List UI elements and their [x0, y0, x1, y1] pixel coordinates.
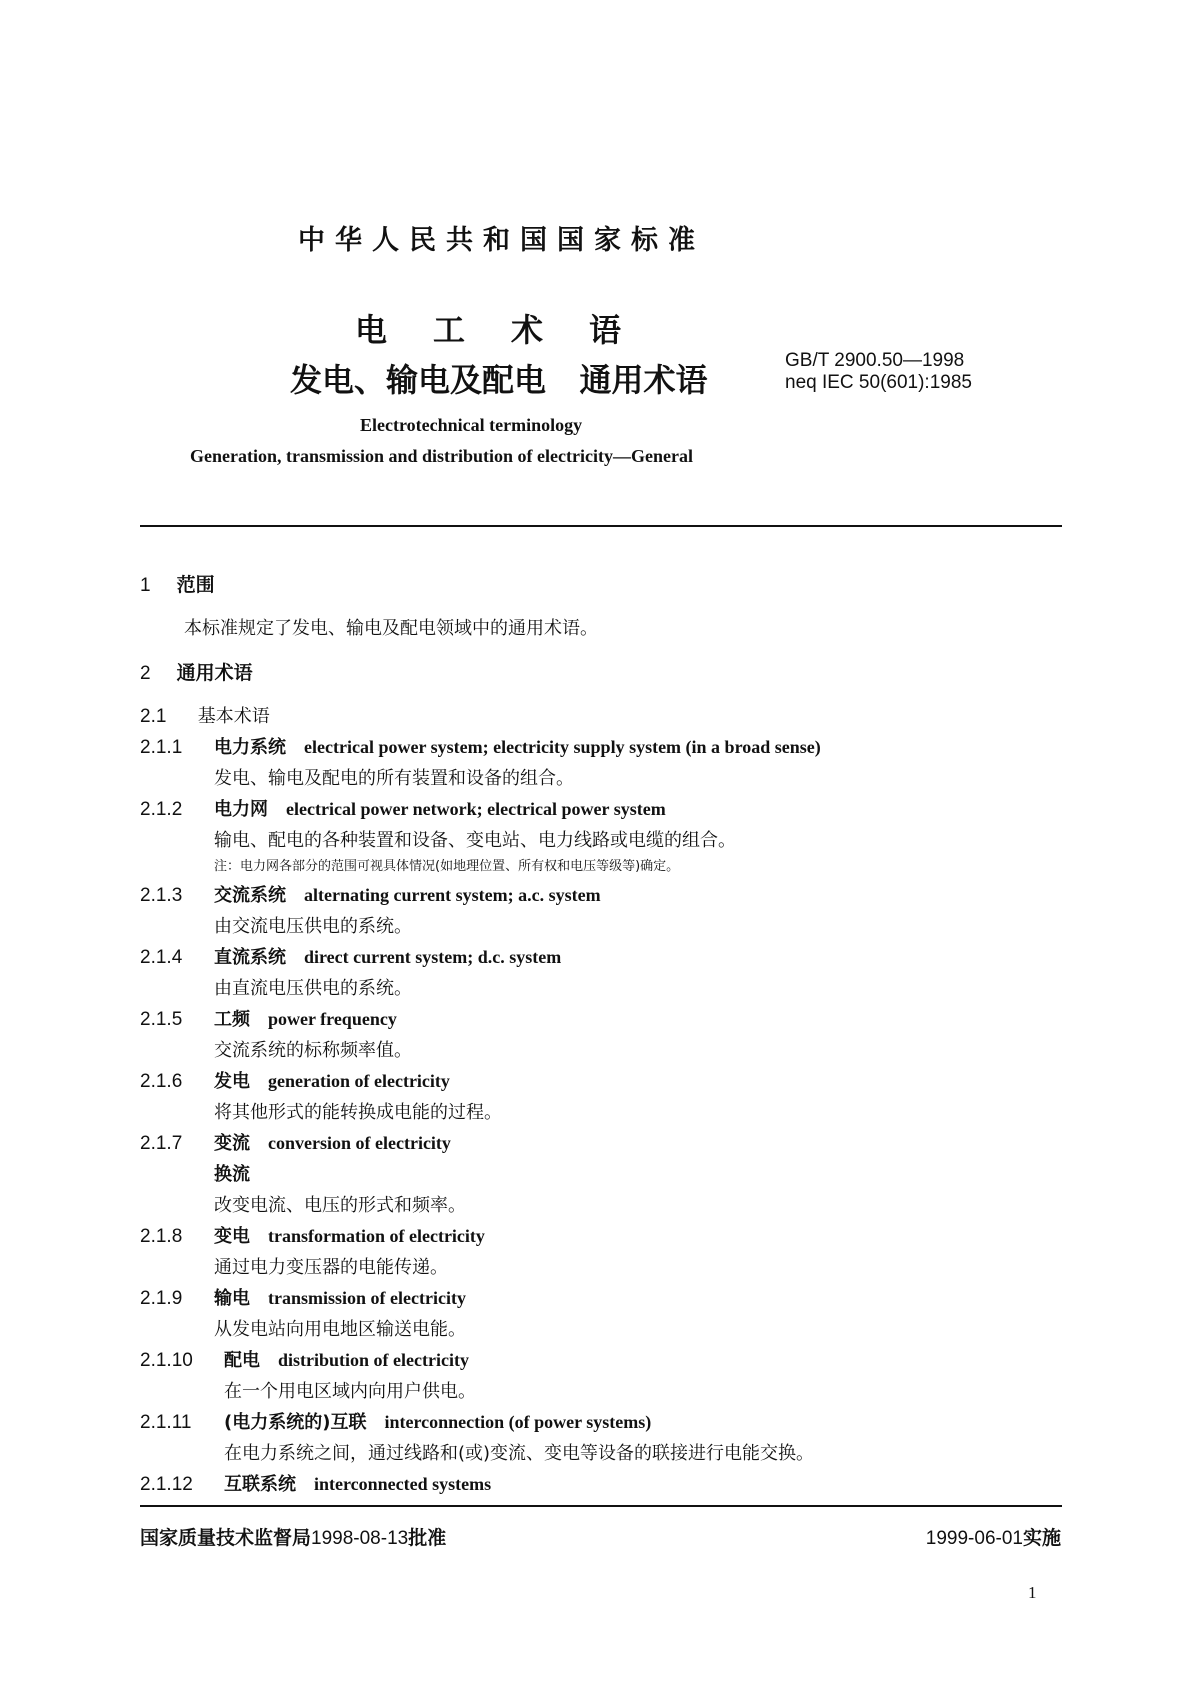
- standard-equivalence: neq IEC 50(601):1985: [785, 372, 972, 393]
- section-paragraph: 本标准规定了发电、输电及配电领域中的通用术语。: [184, 618, 598, 639]
- term-zh: 直流系统: [214, 947, 286, 968]
- subsection-number: 2.1: [140, 706, 167, 727]
- term-number: 2.1.11: [140, 1412, 192, 1433]
- term-number: 2.1.10: [140, 1350, 193, 1371]
- national-standard-heading: 中华人民共和国国家标准: [298, 225, 705, 256]
- term-definition: 将其他形式的能转换成电能的过程。: [214, 1102, 502, 1123]
- term-header: [140, 1004, 1060, 1035]
- term-number: 2.1.3: [140, 885, 183, 906]
- term-note: 注：电力网各部分的范围可视具体情况(如地理位置、所有权和电压等级等)确定。: [214, 859, 680, 874]
- term-zh: 发电: [214, 1071, 250, 1092]
- section-heading: [140, 570, 1060, 614]
- term-entry: [140, 732, 1060, 794]
- term-en: interconnected systems: [314, 1474, 492, 1494]
- header-divider: [140, 525, 1062, 527]
- subtitle-zh: [290, 355, 707, 401]
- term-en: electrical power system; electricity supply system (in a broad sense): [304, 737, 821, 757]
- term-header: [140, 732, 1060, 763]
- term-header: [140, 1469, 1060, 1500]
- term-en: direct current system; d.c. system: [304, 947, 562, 967]
- section-heading: [140, 658, 1060, 702]
- title-char: 电: [355, 311, 388, 349]
- main-content: [140, 570, 1060, 1500]
- term-en: distribution of electricity: [278, 1350, 469, 1370]
- term-zh: 工频: [214, 1009, 250, 1030]
- standard-number-block: [785, 350, 972, 394]
- term-definition: 在一个用电区域内向用户供电。: [224, 1381, 476, 1402]
- term-number: 2.1.2: [140, 799, 183, 820]
- term-definition: 发电、输电及配电的所有装置和设备的组合。: [214, 768, 574, 789]
- term-definition: 由交流电压供电的系统。: [214, 916, 412, 937]
- term-header: [140, 1283, 1060, 1314]
- subtitle-part-2: 通用术语: [579, 361, 708, 399]
- term-number: 2.1.7: [140, 1133, 183, 1154]
- term-entry: [140, 1469, 1060, 1500]
- term-definition: 输电、配电的各种装置和设备、变电站、电力线路或电缆的组合。: [214, 830, 736, 851]
- term-zh: 配电: [224, 1350, 260, 1371]
- term-definition: 从发电站向用电地区输送电能。: [214, 1319, 466, 1340]
- term-en: conversion of electricity: [268, 1133, 451, 1153]
- term-zh: 电力网: [214, 799, 268, 820]
- term-zh: 互联系统: [224, 1474, 296, 1495]
- term-header: [140, 794, 1060, 825]
- title-char: 工: [433, 311, 466, 349]
- term-zh: 输电: [214, 1288, 250, 1309]
- term-header: [140, 942, 1060, 973]
- term-zh: 变流: [214, 1133, 250, 1154]
- effective-date: 1999-06-01: [925, 1528, 1023, 1549]
- term-definition: 交流系统的标称频率值。: [214, 1040, 412, 1061]
- subsection-title: 基本术语: [197, 706, 270, 727]
- section-number: 1: [140, 575, 151, 596]
- term-number: 2.1.6: [140, 1071, 183, 1092]
- term-synonym-line: [140, 1159, 1060, 1190]
- term-header: [140, 880, 1060, 911]
- term-en: transmission of electricity: [268, 1288, 466, 1308]
- term-header: [140, 1128, 1060, 1159]
- term-header: [140, 1345, 1060, 1376]
- term-en: interconnection (of power systems): [384, 1412, 652, 1432]
- term-number: 2.1.4: [140, 947, 183, 968]
- title-char: 术: [511, 311, 544, 349]
- term-en: generation of electricity: [268, 1071, 450, 1091]
- term-entry: [140, 1221, 1060, 1283]
- term-entry: [140, 1283, 1060, 1345]
- term-zh: 变电: [214, 1226, 250, 1247]
- term-zh: 交流系统: [214, 885, 286, 906]
- term-number: 2.1.1: [140, 737, 183, 758]
- page-number: 1: [1028, 1583, 1037, 1602]
- term-number: 2.1.8: [140, 1226, 183, 1247]
- subtitle-part-1: 发电、输电及配电: [290, 361, 547, 399]
- effective-line: [926, 1523, 1061, 1550]
- term-entry: [140, 1128, 1060, 1221]
- term-entry: [140, 1407, 1060, 1469]
- term-entry: [140, 794, 1060, 880]
- term-definition: 由直流电压供电的系统。: [214, 978, 412, 999]
- approval-date: 1998-08-13: [311, 1528, 409, 1549]
- term-header: [140, 1221, 1060, 1252]
- standard-number: GB/T 2900.50—1998: [785, 350, 965, 371]
- term-en: transformation of electricity: [268, 1226, 485, 1246]
- section-title: 通用术语: [176, 662, 253, 684]
- title-en-line-2: Generation, transmission and distribution of electricity—General: [190, 446, 693, 466]
- term-en: alternating current system; a.c. system: [304, 885, 601, 905]
- term-definition: 改变电流、电压的形式和频率。: [214, 1195, 466, 1216]
- term-definition: 在电力系统之间，通过线路和(或)变流、变电等设备的联接进行电能交换。: [224, 1443, 815, 1464]
- term-entry: [140, 1345, 1060, 1407]
- section-title: 范围: [176, 574, 215, 596]
- term-number: 2.1.12: [140, 1474, 193, 1495]
- approval-label: 批准: [408, 1527, 447, 1549]
- approval-line: [140, 1523, 446, 1550]
- term-en: power frequency: [268, 1009, 397, 1029]
- footer-divider: [140, 1505, 1062, 1507]
- term-entry: [140, 942, 1060, 1004]
- term-synonym: 换流: [214, 1164, 250, 1185]
- term-zh: (电力系统的)互联: [224, 1412, 367, 1433]
- term-entry: [140, 1004, 1060, 1066]
- term-en: electrical power network; electrical power system: [286, 799, 666, 819]
- section-number: 2: [140, 663, 151, 684]
- effective-label: 实施: [1022, 1527, 1061, 1549]
- title-char: 语: [589, 311, 622, 349]
- subsection-heading: [140, 702, 1060, 732]
- term-definition: 通过电力变压器的电能传递。: [214, 1257, 448, 1278]
- approver: 国家质量技术监督局: [140, 1527, 312, 1549]
- term-number: 2.1.9: [140, 1288, 183, 1309]
- title-en-line-1: Electrotechnical terminology: [360, 415, 583, 435]
- term-header: [140, 1066, 1060, 1097]
- term-zh: 电力系统: [214, 737, 286, 758]
- term-header: [140, 1407, 1060, 1438]
- term-entry: [140, 1066, 1060, 1128]
- term-number: 2.1.5: [140, 1009, 183, 1030]
- term-entry: [140, 880, 1060, 942]
- title-zh: [355, 305, 667, 351]
